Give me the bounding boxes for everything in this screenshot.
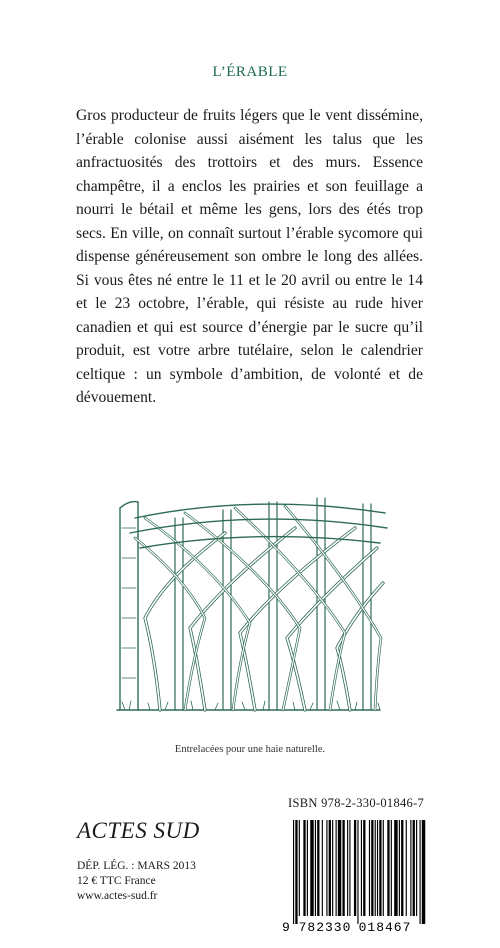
barcode-digits-left: 782330 — [298, 920, 352, 934]
page-title: L’ÉRABLE — [212, 64, 288, 80]
barcode — [279, 818, 429, 934]
publication-info — [77, 859, 196, 904]
website: www.actes-sud.fr — [77, 890, 158, 902]
barcode-first-digit: 9 — [282, 920, 290, 934]
barcode-digits-right: 018467 — [358, 920, 412, 934]
publisher-logo: ACTES SUD — [77, 818, 200, 843]
illustration-caption: Entrelacées pour une haie naturelle. — [174, 744, 326, 755]
isbn: ISBN 978-2-330-01846-7 — [288, 796, 425, 810]
price: 12 € TTC France — [77, 875, 156, 887]
hedge-illustration — [105, 488, 395, 723]
body-text: Gros producteur de fruits légers que le vent dissémine, l’érable colonise aussi aisément les talus que les anfractuosités des trottoirs et des murs. Essence champêtre, il a enclos les prairies et son feuillage a nourri le bétail et même les gens, lors des étés trop secs. En ville, on connaît surtout l’érable sycomore qui dispense généreusement son ombre le long des allées. Si vous êtes né entre le 11 et le 20 avril ou entre le 14 et le 23 octobre, l’érable, qui résiste au rude hiver canadien et qui est source d’énergie par le sucre qu’il produit, est votre arbre tutélaire, selon le calendrier celtique : un symbole d’ambition, de volonté et de dévouement. — [76, 107, 423, 406]
legal-deposit: DÉP. LÉG. : MARS 2013 — [77, 860, 196, 872]
